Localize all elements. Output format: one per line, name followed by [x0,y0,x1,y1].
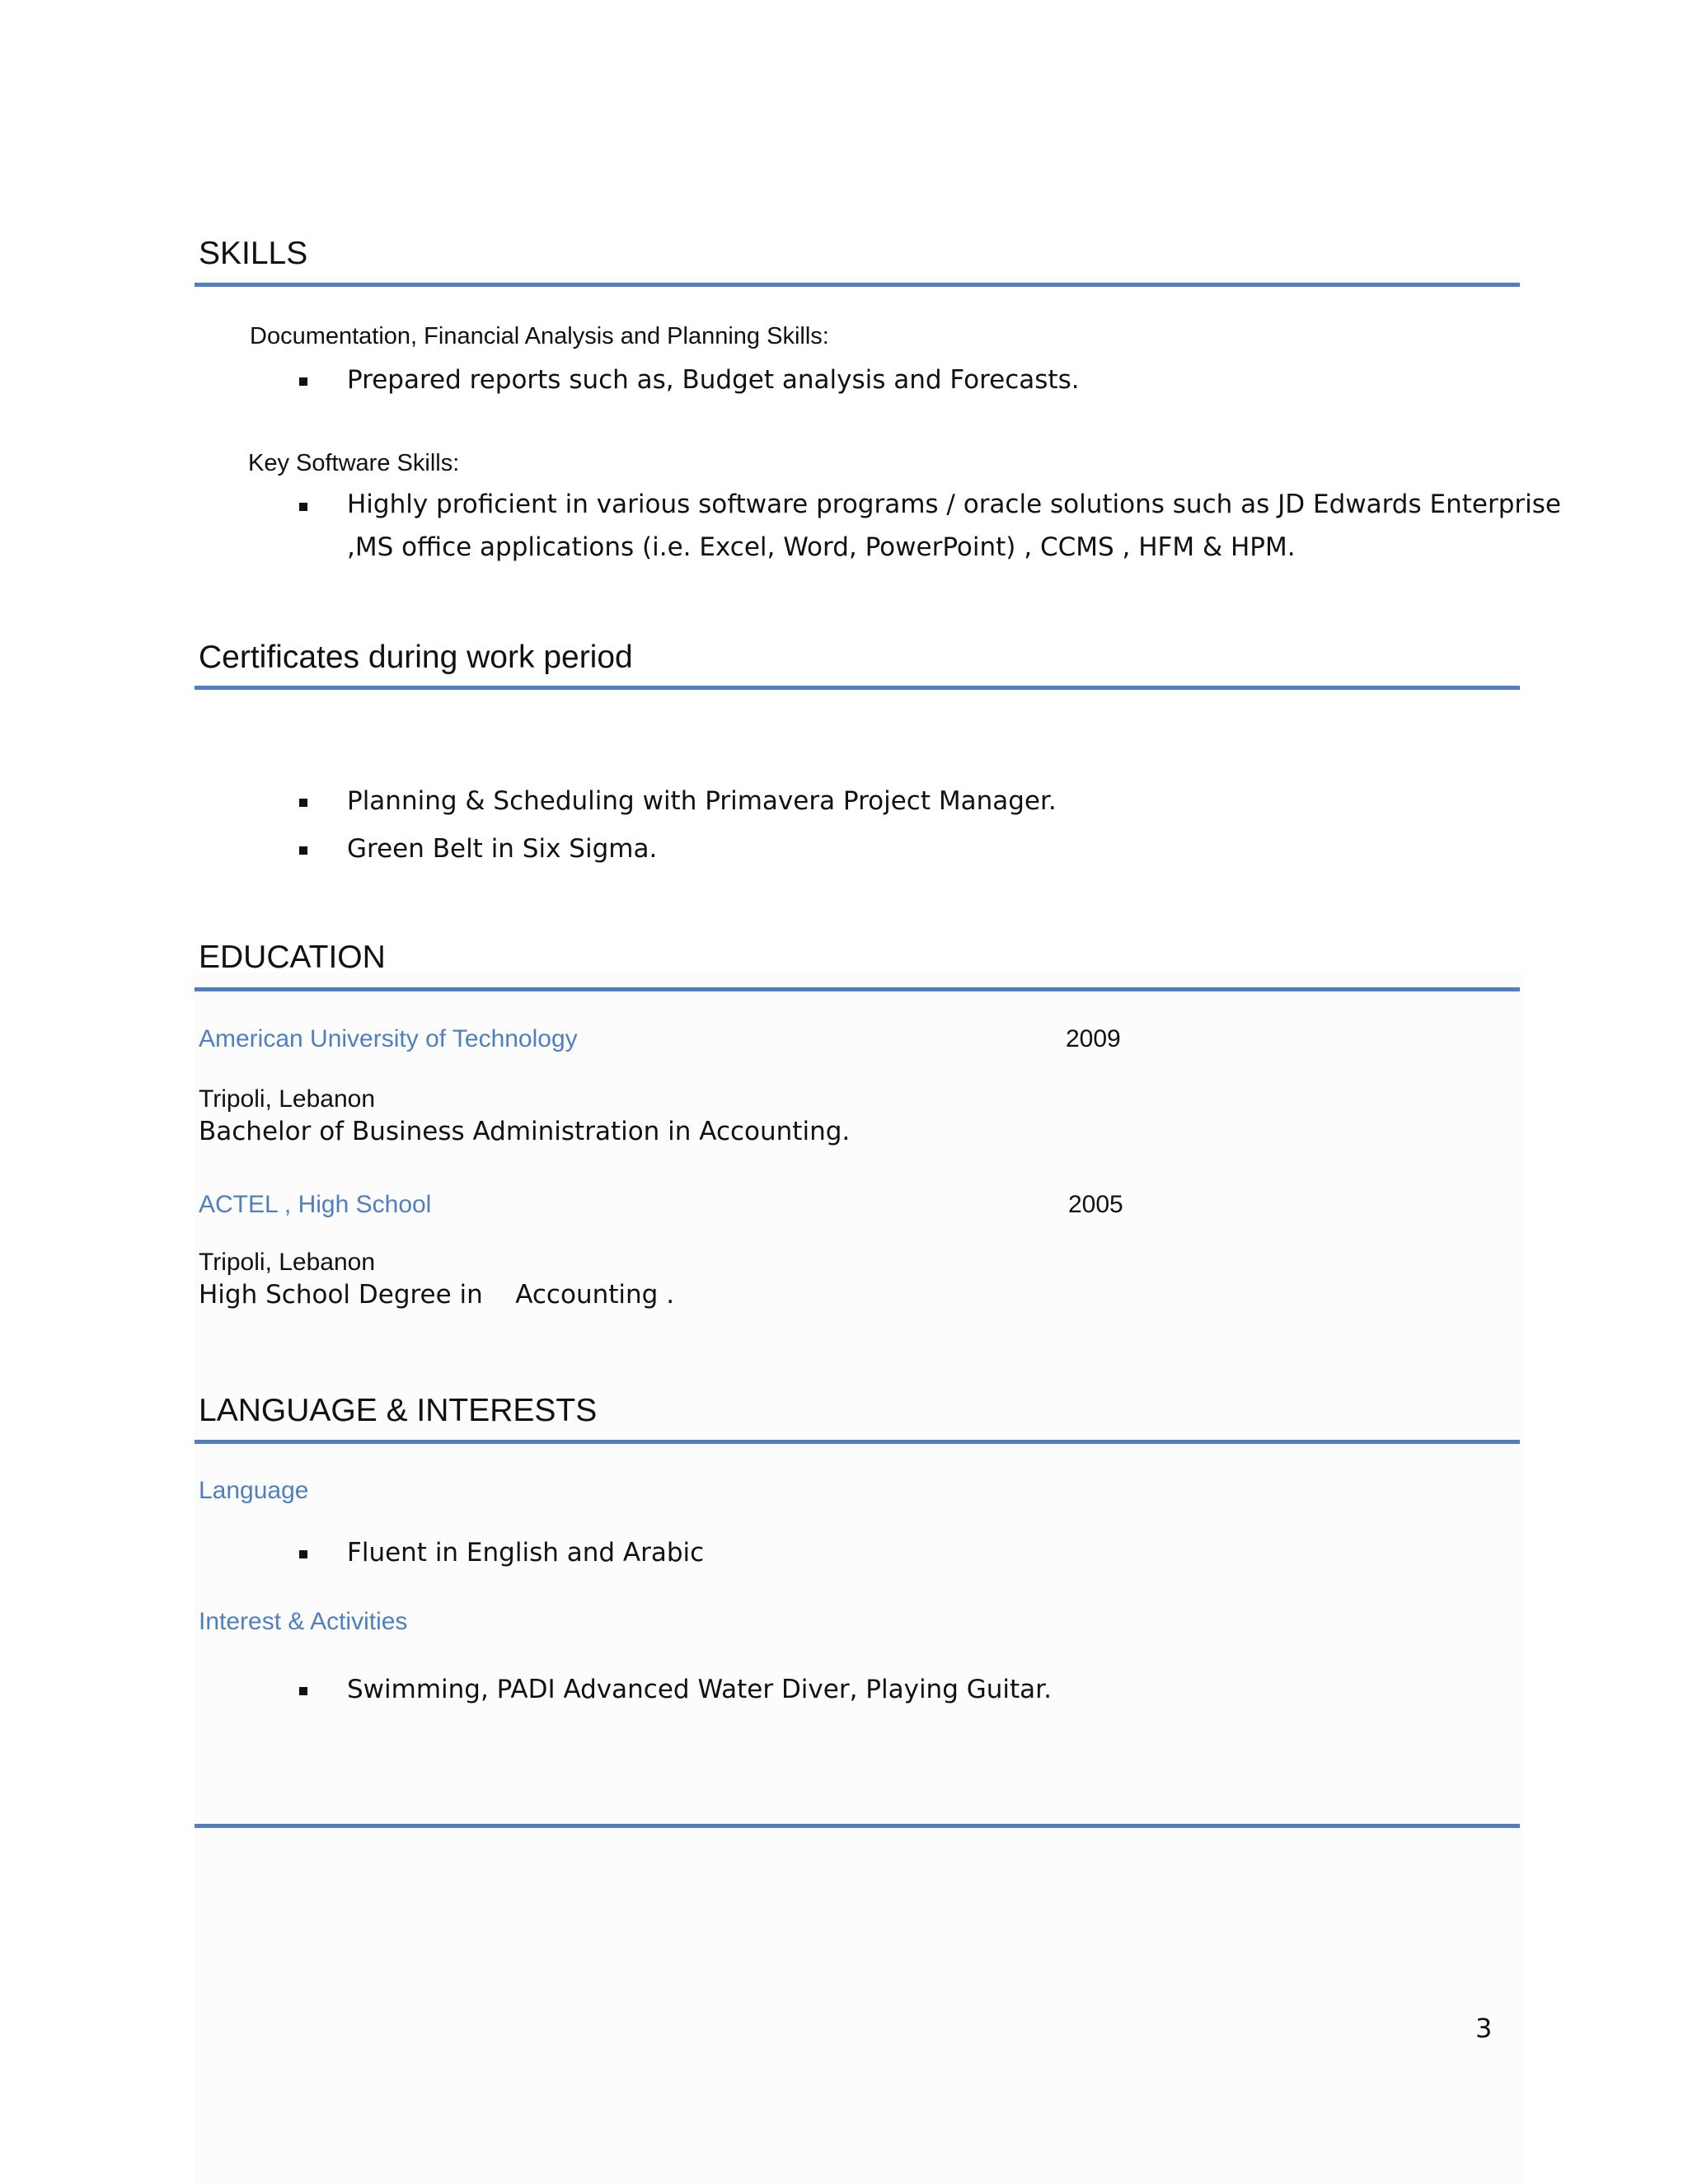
page-number: 3 [1475,2013,1493,2044]
certificate-item-six-sigma: Green Belt in Six Sigma. [347,834,658,864]
interests-label: Interest & Activities [199,1608,408,1635]
bullet-icon [299,503,307,511]
language-interests-heading: LANGUAGE & INTERESTS [199,1393,598,1428]
education-heading: EDUCATION [199,940,386,975]
skills-subheading-documentation: Documentation, Financial Analysis and Planning Skills: [250,323,829,349]
certificate-item-primavera: Planning & Scheduling with Primavera Project Manager. [347,786,1057,816]
bullet-icon [299,799,307,807]
bullet-icon [299,1687,307,1695]
education-divider [195,987,1520,991]
education-school-aut: American University of Technology [199,1025,578,1052]
bullet-icon [299,377,307,386]
language-interests-divider [195,1440,1520,1444]
bullet-icon [299,846,307,855]
education-year-actel: 2005 [1068,1191,1123,1218]
language-item: Fluent in English and Arabic [347,1538,705,1568]
bullet-icon [299,1550,307,1558]
education-degree-aut: Bachelor of Business Administration in Accounting. [199,1117,851,1146]
education-degree-actel: High School Degree in Accounting . [199,1280,675,1310]
interests-item: Swimming, PADI Advanced Water Diver, Playing Guitar. [347,1675,1052,1704]
certificates-divider [195,686,1520,690]
footer-divider [195,1824,1520,1828]
skills-divider [195,283,1520,287]
education-school-actel: ACTEL , High School [199,1191,432,1218]
education-location-aut: Tripoli, Lebanon [199,1085,376,1113]
skills-item-software-line1: Highly proficient in various software programs / oracle solutions such as JD Edwards Enterprise [347,490,1561,519]
education-year-aut: 2009 [1066,1025,1121,1052]
skills-item-reports: Prepared reports such as, Budget analysis and Forecasts. [347,365,1080,395]
skills-heading: SKILLS [199,236,308,271]
language-label: Language [199,1477,309,1504]
education-location-actel: Tripoli, Lebanon [199,1249,376,1276]
certificates-heading: Certificates during work period [199,640,633,675]
skills-item-software-line2: ,MS office applications (i.e. Excel, Word, PowerPoint) , CCMS , HFM & HPM. [347,532,1296,562]
skills-subheading-software: Key Software Skills: [248,450,460,476]
content-panel-background [195,972,1523,2184]
